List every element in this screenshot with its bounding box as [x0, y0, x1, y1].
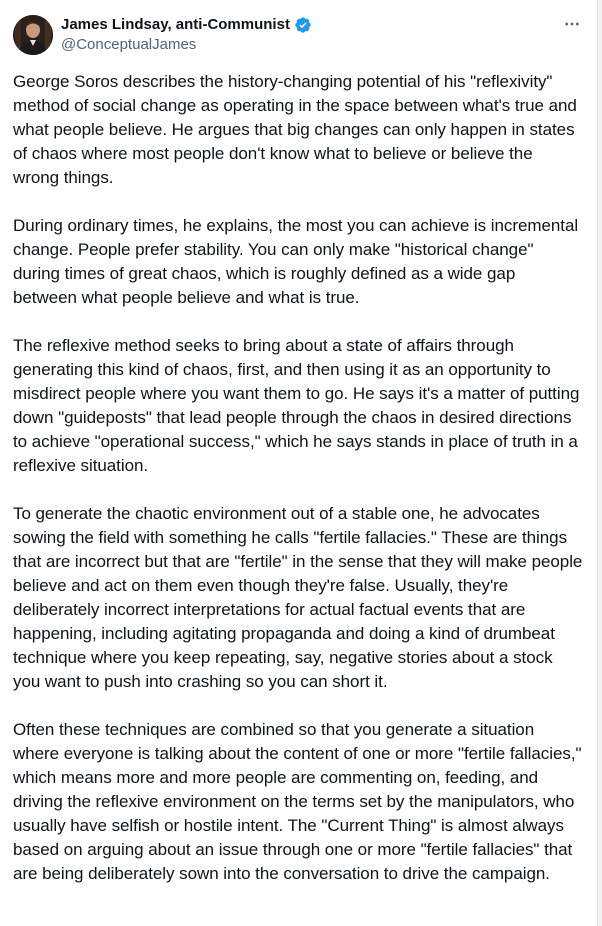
name-row	[61, 15, 312, 34]
more-horizontal-icon	[563, 15, 581, 33]
avatar[interactable]	[13, 15, 53, 55]
tweet-paragraph: To generate the chaotic environment out of a stable one, he advocates sowing the field with something he calls "fertile fallacies." These are things that are incorrect but that are "fertile" in the sense that they will make people believe and act on them even though they're false. Usually, they're deliberately incorrect interpretations for actual factual events that are happening, including agitating propaganda and doing a kind of drumbeat technique where you keep repeating, say, negative stories about a stock you want to push into crashing so you can short it.	[13, 504, 583, 691]
avatar-image	[13, 15, 53, 55]
tweet-paragraph: George Soros describes the history-changing potential of his "reflexivity" method of social change as operating in the space between what's true and what people believe. He argues that big changes can only happen in states of chaos where most people don't know what to believe or believe the wrong things.	[13, 72, 577, 187]
author-names	[61, 15, 312, 54]
tweet-text	[13, 70, 583, 886]
tweet-paragraph: Often these techniques are combined so that you generate a situation where everyone is talking about the content of one or more "fertile fallacies," which means more and more people are commenting on, feeding, and driving the reflexive environment on the terms set by the manipulators, who usually have selfish or hostile intent. The "Current Thing" is almost always based on arguing about an issue through one or more "fertile fallacies" that are being deliberately sown into the conversation to drive the campaign.	[13, 720, 582, 883]
author-display-name[interactable]: James Lindsay, anti-Communist	[61, 16, 290, 33]
author-handle[interactable]: @ConceptualJames	[61, 36, 197, 53]
verified-badge-icon	[294, 16, 312, 34]
tweet-header	[13, 12, 588, 57]
tweet-paragraph: During ordinary times, he explains, the most you can achieve is incremental change. People prefer stability. You can only make "historical change" during times of great chaos, which is roughly defined as a wide gap between what people believe and what is true.	[13, 216, 579, 307]
tweet-paragraph: The reflexive method seeks to bring about a state of affairs through generating this kind of chaos, first, and then using it as an opportunity to misdirect people where you want them to go. He says it's a matter of putting down "guideposts" that lead people through the chaos in desired directions to achieve "operational success," which he says stands in place of truth in a reflexive situation.	[13, 336, 580, 475]
more-options-button[interactable]	[560, 14, 584, 34]
scrollbar-track	[597, 0, 602, 926]
